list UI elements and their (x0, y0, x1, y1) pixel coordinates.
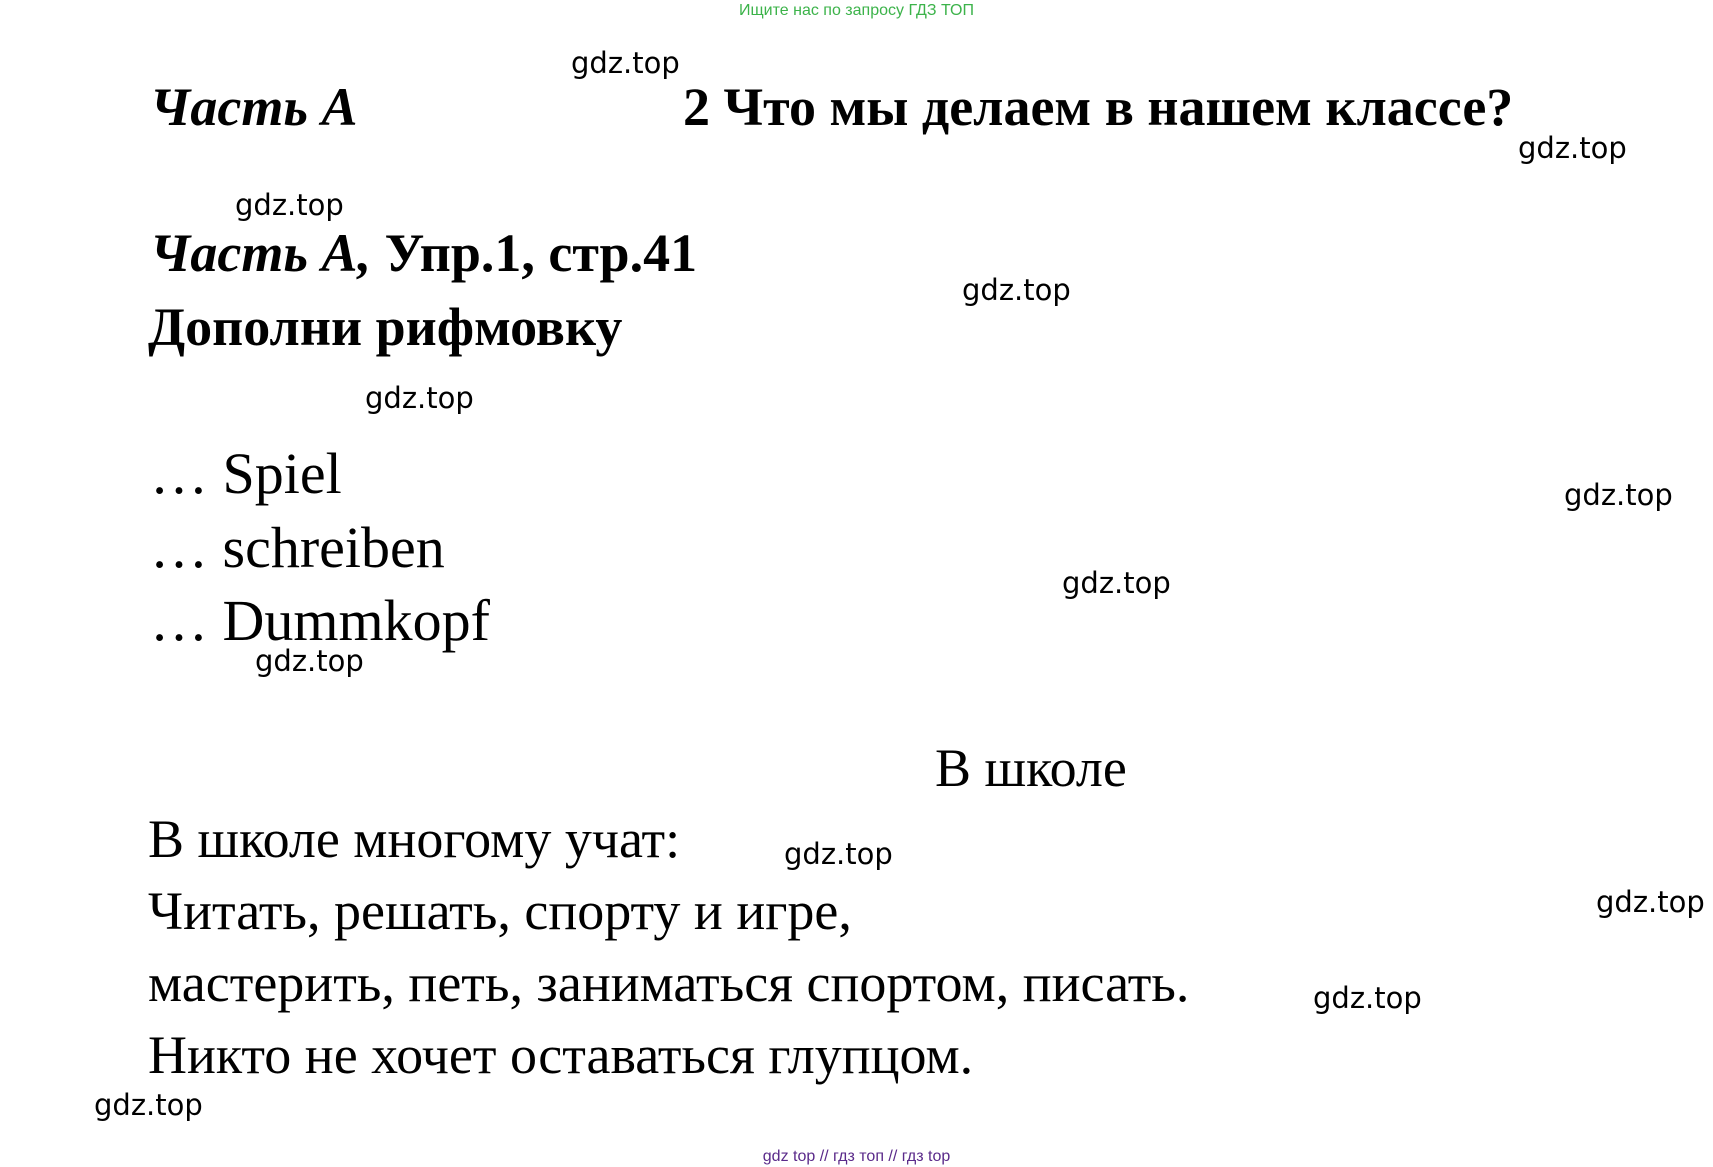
watermark: gdz.top (1564, 478, 1673, 512)
rhyme-word: … Dummkopf (150, 588, 490, 653)
watermark: gdz.top (1062, 566, 1171, 600)
watermark: gdz.top (962, 273, 1071, 307)
poem-title: В школе (935, 738, 1127, 798)
page-title: 2 Что мы делаем в нашем классе? (683, 77, 1514, 137)
poem-line: мастерить, петь, заниматься спортом, писать. (148, 953, 1190, 1013)
watermark: gdz.top (1518, 131, 1627, 165)
watermark: gdz.top (94, 1088, 203, 1122)
poem-line: В школе многому учат: (148, 809, 681, 869)
watermark: gdz.top (784, 837, 893, 871)
exercise-part-label: Часть А, (150, 223, 372, 283)
exercise-heading (150, 222, 697, 284)
exercise-reference: Упр.1, стр.41 (371, 223, 698, 283)
watermark: gdz.top (255, 644, 364, 678)
watermark: gdz.top (235, 188, 344, 222)
poem-line: Читать, решать, спорту и игре, (148, 881, 852, 941)
poem-line: Никто не хочет оставаться глупцом. (148, 1025, 974, 1085)
bottom-banner[interactable]: gdz top // гдз топ // гдз top (762, 1148, 951, 1165)
watermark: gdz.top (1596, 885, 1705, 919)
rhyme-word: … Spiel (150, 441, 342, 506)
watermark: gdz.top (571, 46, 680, 80)
rhyme-word: … schreiben (150, 515, 445, 580)
watermark: gdz.top (365, 381, 474, 415)
top-banner[interactable]: Ищите нас по запросу ГДЗ ТОП (739, 2, 974, 19)
part-label: Часть А (150, 77, 358, 137)
task-heading: Дополни рифмовку (148, 297, 623, 357)
watermark: gdz.top (1313, 981, 1422, 1015)
